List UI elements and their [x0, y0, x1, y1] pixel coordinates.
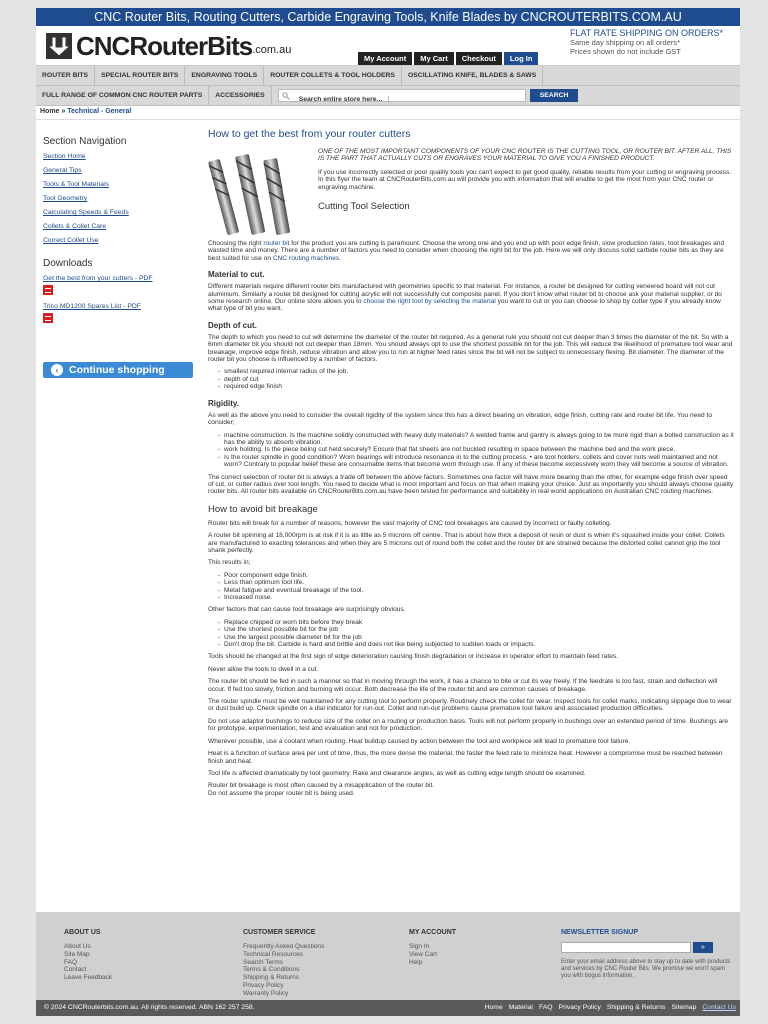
sidebar-item-correct-collet-use[interactable]: Correct Collet Use: [43, 237, 99, 244]
footer-link[interactable]: Terms & Conditions: [243, 966, 300, 974]
newsletter-signup: [561, 929, 731, 980]
newsletter-form: [561, 942, 731, 953]
footer-link[interactable]: Help: [409, 958, 423, 966]
newsletter-title: NEWSLETTER SIGNUP: [561, 929, 639, 936]
choose-right-tool-link[interactable]: choose the right tool by selecting the material: [363, 298, 496, 306]
heading-material: Material to cut.: [208, 270, 265, 280]
footer-my-account: [409, 929, 569, 966]
selection-text-c: .: [339, 254, 342, 262]
footer-link[interactable]: Search Terms: [243, 958, 283, 966]
breakage-p5: Tools should be changed at the first sign of edge deterioration causing finish degradation or increase in operator effort to maintain feed rates.: [208, 653, 619, 661]
article-intro: [208, 148, 734, 240]
list-item: - work holding. Is the piece being cut held securely? Ensure that flat sheets are not buckled resulting in space between the machine bed and the work piece.: [218, 446, 734, 453]
footer-link[interactable]: Frequently Asked Questions: [243, 943, 325, 950]
list-item: - Is the router spindle in good condition? Worn bearings will introduce resonance in to the cutting process. • are tool holders, collets and cover nuts well maintained and not worn? Contrary to popular belief these are consumable items that become worn through use. If any of these become excessively worn they will become a source of vibration.: [218, 454, 734, 469]
heading-cutting-tool-selection: Cutting Tool Selection: [318, 201, 410, 213]
list-item: - Poor component edge finish.: [218, 572, 734, 579]
main-content: [36, 120, 740, 912]
account-links: [358, 52, 538, 65]
download-item: [43, 275, 193, 295]
list-item: - Use the shortest possible bit for the job: [218, 626, 734, 633]
continue-shopping-label: Continue shopping: [69, 364, 165, 376]
nav-special-router-bits[interactable]: SPECIAL ROUTER BITS: [95, 66, 185, 86]
footer-link[interactable]: Privacy Policy: [243, 981, 284, 989]
sidebar-item-speeds-feeds[interactable]: Calculating Speeds & Feeds: [43, 209, 129, 216]
copyright: © 2024 CNCRouterbits.com.au. All rights reserved. ABN 162 257 258.: [44, 1004, 255, 1011]
header: [36, 26, 740, 66]
bottom-link-privacy[interactable]: Privacy Policy: [558, 1004, 601, 1011]
footer-link[interactable]: Leave Feedback: [64, 974, 113, 982]
breadcrumb: [36, 106, 740, 120]
nav-row-2: [36, 86, 740, 106]
shipping-info: [570, 29, 723, 56]
search-icon: [282, 92, 290, 100]
list-item: - required edge finish: [218, 383, 734, 390]
nav-engraving-tools[interactable]: ENGRAVING TOOLS: [185, 66, 264, 86]
gst-note: Prices shown do not include GST: [570, 47, 681, 56]
material-paragraph: [208, 283, 734, 313]
sidebar-item-tools-materials[interactable]: Tools & Tool Materials: [43, 181, 109, 188]
site-logo[interactable]: [46, 32, 291, 60]
search-placeholder: Search entire store here...: [293, 96, 390, 103]
list-item: - Less than optimum tool life.: [218, 579, 734, 586]
router-bit-link[interactable]: router bit: [263, 240, 290, 247]
nav-row-1: [36, 66, 740, 86]
article-title: How to get the best from your router cutters: [208, 128, 411, 140]
section-navigation-title: Section Navigation: [43, 136, 127, 147]
results-list: [218, 572, 734, 602]
download-item: [43, 303, 193, 323]
breakage-p9: Do not use adaptor bushings to reduce size of the collet on a routing or production basis. Tools will not perform properly in bushings over an extended period of time. Bushings are for prototype, experimentation, test and evaluation and not for production.: [208, 717, 728, 733]
breakage-p13: [208, 782, 734, 797]
main-nav: [36, 66, 740, 106]
breadcrumb-separator: »: [59, 108, 68, 115]
top-banner: [36, 8, 740, 26]
flat-rate-shipping[interactable]: FLAT RATE SHIPPING ON ORDERS*: [570, 28, 724, 38]
logo-text: CNCRouterBits: [76, 30, 253, 61]
footer-link[interactable]: Shipping & Returns: [243, 974, 300, 982]
newsletter-submit-button[interactable]: »: [693, 942, 713, 953]
newsletter-text: Enter your email address above to stay up to date with products and services by CNC Router Bits. We promise we won't spam you with bogus information.: [561, 959, 731, 979]
my-account-button[interactable]: My Account: [358, 52, 412, 65]
rigidity-paragraph-2: The correct selection of router bit is always a trade off between the above factors. Sometimes one factor will have more bearing than the other, for example edge finish over speed of cut, or cutter radius over tool length. You need to decide what is most important and focus on that when making your choice. Just as importantly you should always choose quality router bits. All router bits available on CNCRouterBits.com.au have been tested for performance and suitability in real world applications on Australian CNC routing machines.: [208, 473, 734, 496]
selection-text-a: Choosing the right: [208, 240, 264, 247]
breakage-p11: Heat is a function of surface area per unit of time, thus, the more dense the material, the faster the feed rate to minimize heat. However a compromise must be reached between finish and heat.: [208, 750, 723, 765]
log-in-button[interactable]: Log In: [504, 52, 539, 65]
material-text-a: Different materials require different router bits manufactured with geometries specific to that material. For instance, a router bit designed for cutting veneered board will not cut aluminium. Similarly a router bit designed for cutting acrylic will not successfully cut composite panel. If you don't know what router bit to choose ask your material supplier, or do some research online. Our online store allows you to: [208, 283, 722, 306]
depth-list: [218, 368, 734, 390]
top-banner-text: CNC Router Bits, Routing Cutters, Carbide Engraving Tools, Knife Blades by CNCROUTERBITS.COM.AU: [94, 10, 682, 24]
depth-paragraph: The depth to which you need to cut will determine the diameter of the router bit required. As a general rule you should not cut deeper than 3 times the diameter of the bit. So with a 6mm diameter bit you should not cut deeper than 18mm. You should always opt to use the shortest possible bit for the job. This will reduce the likelihood of premature tool wear and breakage, improve edge finish, reduce vibration and allow you to run at higher feed rates since the bit will not be subject to unnecessary flexing. Bit diameter. The diameter of the router bit you choose is influenced by a number of factors.: [208, 333, 733, 364]
heading-depth: Depth of cut.: [208, 320, 257, 330]
bottom-bar: [36, 1000, 740, 1016]
list-item: - smallest required internal radius of the job.: [218, 368, 734, 375]
material-text-b: you want to cut or you can choose to shop by cutter type if you already know what type of bit you want.: [208, 298, 721, 313]
footer-link[interactable]: View Cart: [409, 950, 438, 958]
rigidity-paragraph: As well as the above you need to consider the overall rigidity of the system since this has a direct bearing on vibration, edge finish, cutting rate and router bit life. You need to consider;: [208, 411, 712, 427]
footer-link[interactable]: Site Map: [64, 950, 90, 958]
list-item: - depth of cut: [218, 376, 734, 383]
breakage-p6: Never allow the tools to dwell in a cut.: [208, 665, 319, 673]
footer-about-title: ABOUT US: [64, 929, 101, 936]
sidebar-item-section-home[interactable]: Section Home: [43, 153, 86, 160]
chevron-left-icon: ‹: [51, 364, 63, 376]
search-input[interactable]: [278, 89, 526, 102]
list-item: - Don't drop the bit. Carbide is hard and brittle and does not like being subjected to sudden loads or impacts.: [218, 641, 734, 648]
nav-accessories[interactable]: ACCESSORIES: [209, 86, 271, 106]
list-item: - Metal fatigue and eventual breakage of the tool.: [218, 587, 734, 594]
bottom-link-material[interactable]: Material: [508, 1004, 533, 1011]
sidebar: [43, 136, 193, 329]
sidebar-item-general-tips[interactable]: General Tips: [43, 167, 82, 174]
footer-about: [64, 929, 224, 982]
nav-common-cnc-parts[interactable]: FULL RANGE OF COMMON CNC ROUTER PARTS: [36, 86, 209, 106]
logo-suffix: .com.au: [252, 44, 292, 56]
search-bar: [278, 89, 579, 102]
list-item: - machine construction. Is the machine solidly constructed with heavy duty materials? A welded frame and gantry is always going to be more rigid than a bolted construction as it has the ability to absorb vibration.: [218, 432, 734, 447]
breakage-p7: The router bit should be fed in such a manner so that in moving through the work, it has a chance to bite or cut its way freely. If the feedrate is too fast, strain and deflection will occur. If fed too slowly, friction and burning will occur. Both decrease the life of the router bit and are common causes of breakage.: [208, 678, 718, 693]
pdf-icon[interactable]: [43, 313, 53, 323]
nav-router-collets[interactable]: ROUTER COLLETS & TOOL HOLDERS: [264, 66, 402, 86]
footer-customer-service: [243, 929, 403, 998]
bottom-links: [485, 1000, 736, 1016]
search-button[interactable]: SEARCH: [530, 89, 579, 102]
download-cutters-pdf[interactable]: Get the best from your cutters - PDF: [43, 275, 153, 282]
cnc-routing-machines-link[interactable]: CNC routing machines: [272, 254, 340, 262]
selection-text-b: for the product you are cutting is paramount. Choose the wrong one and you end up with poor edge finish, slow production rates, tool breakages and wasted time and money. There are a number of factors you need to consider when choosing the right bit for the job. Here we will only discuss solid carbide router bits as they are best suited for use on: [208, 240, 725, 262]
newsletter-email-input[interactable]: [561, 942, 691, 953]
breakage-p3: This results in;: [208, 559, 251, 567]
footer-link[interactable]: Contact: [64, 966, 87, 974]
nav-oscillating-knife[interactable]: OSCILLATING KNIFE, BLADES & SAWS: [402, 66, 543, 86]
breakage-p4: Other factors that can cause tool breakage are surprisingly obvious.: [208, 606, 406, 614]
my-cart-button[interactable]: My Cart: [414, 52, 454, 65]
breadcrumb-current: Technical - General: [67, 108, 132, 115]
list-item: - Increased noise.: [218, 594, 734, 601]
continue-shopping-button[interactable]: [43, 362, 193, 378]
article: [208, 128, 734, 802]
footer-link[interactable]: Sign In: [409, 943, 430, 950]
bottom-link-home[interactable]: Home: [484, 1004, 503, 1011]
breakage-p13-line2: Do not assume the proper router bit is being used.: [208, 789, 355, 797]
list-item: - Replace chipped or worn bits before they break: [218, 619, 734, 626]
bottom-link-contact[interactable]: Contact Us: [702, 1004, 736, 1011]
bottom-link-faq[interactable]: FAQ: [538, 1004, 553, 1011]
intro-text: [318, 148, 734, 240]
breakage-p1: Router bits will break for a number of reasons, however the vast majority of CNC tool breakages are caused by incorrect or faulty colleting.: [208, 519, 612, 527]
selection-paragraph: [208, 240, 734, 262]
breakage-p2: A router bit spinning at 18,000rpm is at risk if it is as little as 5 microns off centre. That is about how thick a deposit of resin or dust is when it's squashed inside your collet. Collets are manufactured to exacting tolerances and when they are 5 microns out of round both the collet and the router bit are strained because the distorted collet cannot grip the tool shank perfectly.: [208, 532, 725, 554]
download-trico-pdf[interactable]: Trico MD1200 Spares List - PDF: [43, 303, 141, 310]
breakage-p10: Wherever possible, use a coolant when routing. Heat buildup caused by action between the tool and workpiece will lead to premature tool failure.: [208, 737, 631, 745]
intro-paragraph: If you use incorrectly selected or poor quality tools you can't expect to get good quality, reliable results from your cutting or engraving process. In this flyer the team at CNCRouterBits.com.au will provide you with information that will enable to get the most from your CNC router or engraving machine.: [318, 168, 732, 191]
sidebar-item-tool-geometry[interactable]: Tool Geometry: [43, 195, 88, 202]
downloads-title: Downloads: [43, 258, 93, 269]
breadcrumb-home[interactable]: Home: [40, 108, 60, 115]
intro-lead: ONE OF THE MOST IMPORTANT COMPONENTS OF YOUR CNC ROUTER IS THE CUTTING TOOL, OR ROUTER BIT. AFTER ALL, THIS IS THE PART THAT ACTUALLY CUTS OR ENGRAVES YOUR MATERIAL TO GIVE YOU A FINISHED PRODUCT.: [318, 148, 732, 163]
bottom-link-shipping[interactable]: Shipping & Returns: [606, 1004, 666, 1011]
pdf-icon[interactable]: [43, 285, 53, 295]
breakage-p12: Tool life is affected dramatically by tool geometry. Rake and clearance angles, as well as cutting edge length should be examined.: [208, 769, 586, 777]
checkout-button[interactable]: Checkout: [456, 52, 502, 65]
heading-avoid-breakage: How to avoid bit breakage: [208, 503, 318, 515]
footer-account-title: MY ACCOUNT: [409, 929, 457, 936]
heading-rigidity: Rigidity.: [208, 398, 239, 408]
nav-router-bits[interactable]: ROUTER BITS: [36, 66, 95, 86]
footer-service-title: CUSTOMER SERVICE: [243, 929, 316, 936]
bottom-link-sitemap[interactable]: Sitemap: [671, 1004, 697, 1011]
footer-link[interactable]: About Us: [64, 943, 91, 950]
same-day-shipping: Same day shipping on all orders*: [570, 38, 681, 47]
footer-link[interactable]: Warranty Policy: [243, 989, 289, 997]
factors-list: [218, 619, 734, 649]
breakage-p13-line1: Router bit breakage is most often caused by a misapplication of the router bit.: [208, 782, 435, 790]
footer-link[interactable]: FAQ: [64, 958, 78, 966]
logo-arrow-icon: [46, 33, 72, 59]
footer-link[interactable]: Technical Resources: [243, 950, 303, 958]
sidebar-item-collet-care[interactable]: Collets & Collet Care: [43, 223, 107, 230]
router-bits-image: [208, 148, 312, 240]
footer: [36, 912, 740, 1000]
breakage-p8: The router spindle must be well maintained for any cutting tool to perform properly. Routinely check the collet for wear. Inspect tools for collet marks, indicating slippage due to wear or dust build up. Check spindle on a dial indicator for run-out. Collet and run-out problems cause premature tool failure and associated production difficulties.: [208, 698, 732, 713]
list-item: - Use the largest possible diameter bit for the job: [218, 634, 734, 641]
rigidity-list: [218, 432, 734, 469]
